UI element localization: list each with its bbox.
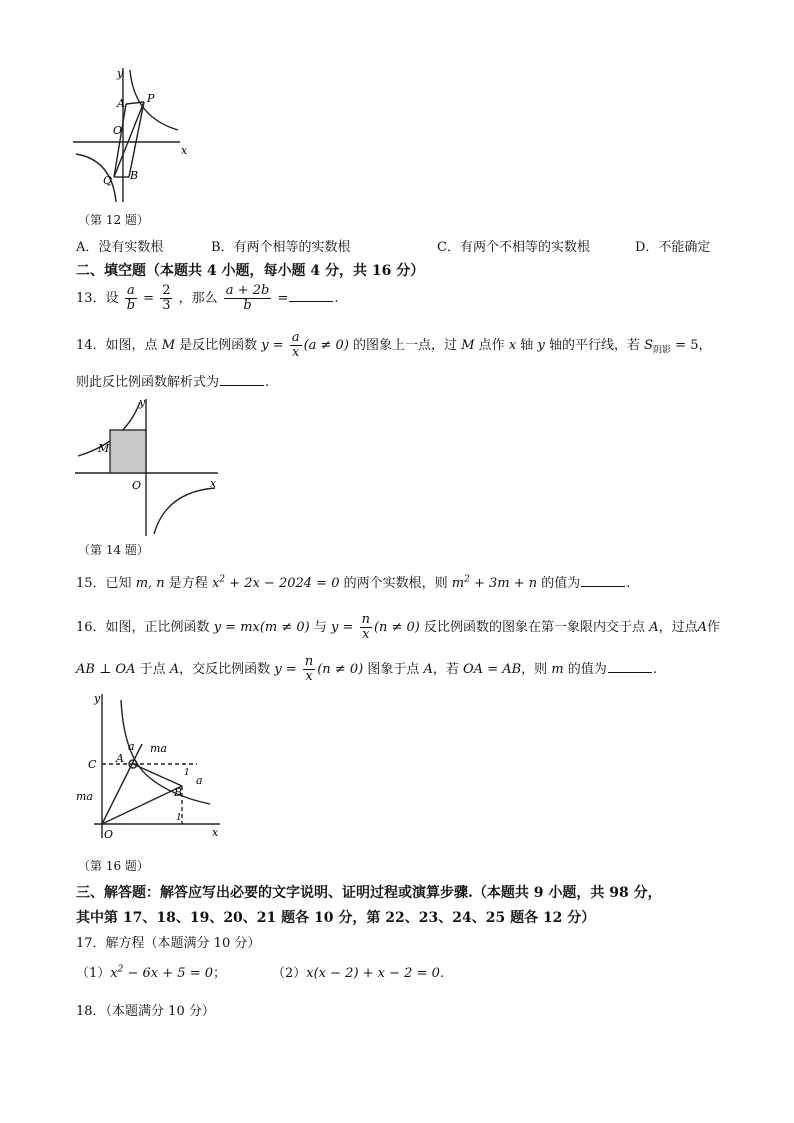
q14-fraction-a-x (290, 331, 302, 360)
caption-q14: （第 14 题） (78, 543, 149, 557)
q16-text: 与 (313, 620, 327, 635)
question-14-line-1 (76, 331, 711, 360)
q14-text: 14．如图，点 (76, 338, 158, 353)
function-mx: y = mx(m ≠ 0) (213, 620, 310, 635)
q16-fraction-n-x (303, 655, 315, 684)
question-13 (76, 284, 338, 313)
frac-num: 2 (162, 283, 171, 298)
label-O: O (104, 828, 114, 841)
semicolon: ； (212, 966, 226, 981)
condition: (a ≠ 0) (303, 338, 349, 353)
y-equals: y = (274, 662, 297, 677)
answer-blank (289, 290, 333, 302)
q17-part-2 (272, 962, 444, 981)
q16-text: 图象于点 (367, 662, 420, 677)
q14-text: 则此反比例函数解析式为 (76, 375, 220, 390)
frac-den: b (243, 298, 252, 313)
caption-q12: （第 12 题） (78, 213, 149, 227)
label-A: A (117, 97, 125, 110)
part-label: （2） (272, 966, 307, 981)
frac-num: n (304, 654, 314, 669)
q16-text: 的值为 (567, 662, 607, 677)
point-M: M (161, 338, 175, 353)
part-label: （1） (76, 966, 111, 981)
q16-text: ，过点 (658, 620, 698, 635)
point-A: A (169, 662, 180, 677)
q14-text: 轴 (520, 338, 534, 353)
condition: (n ≠ 0) (373, 620, 420, 635)
segment-PB (129, 102, 144, 177)
q16-text: 作 (706, 620, 720, 635)
label-Q: Q (103, 174, 113, 187)
equation: $x^2 + 2x - 2024 = 0$ (211, 574, 340, 591)
segment-AQ (114, 104, 126, 177)
vars-m-n: m, n (135, 576, 165, 591)
label-M: M (98, 442, 110, 455)
equation-rest: − 6x + 5 = 0 (127, 966, 213, 981)
q13-fraction-expr (224, 284, 272, 313)
answer-blank (581, 575, 625, 587)
label-y: y (139, 396, 146, 409)
label-B: B (130, 169, 139, 182)
label-P: P (147, 92, 155, 105)
label-y: y (94, 692, 101, 705)
frac-den: x (362, 627, 370, 642)
caption-q16: （第 16 题） (78, 859, 149, 873)
label-a-2: a (196, 774, 203, 787)
hyperbola-branch-right (154, 488, 215, 534)
frac-num: n (361, 612, 370, 627)
var-m: m (551, 662, 564, 677)
period: . (439, 966, 445, 981)
var-x: x (508, 338, 517, 353)
label-ma-2: ma (76, 790, 93, 803)
question-14-line-2 (76, 371, 269, 390)
section-3-title-line-2: 其中第 17、18、19、20、21 题各 10 分，第 22、23、24、25 题各 12 分） (76, 910, 596, 926)
line-OB (102, 786, 182, 824)
label-x: x (210, 477, 217, 490)
y-equals: y = (261, 338, 284, 353)
frac-num: a + 2b (225, 283, 270, 298)
point-M: M (461, 338, 475, 353)
equation-1: $x^2 - 6x + 5 = 0$ (110, 964, 213, 981)
label-O: O (113, 124, 123, 137)
q15-text: 的值为 (541, 576, 581, 591)
frac-den: x (292, 345, 300, 360)
perpendicular-expr: AB ⊥ OA (76, 662, 136, 677)
period: . (265, 375, 270, 390)
label-x: x (212, 826, 219, 839)
q13-mid-text: ，那么 (178, 291, 218, 306)
label-a: a (128, 740, 135, 753)
equation-rest: 2x − 2024 = 0 (244, 576, 340, 591)
q12-option-c: C．有两个不相等的实数根 (437, 240, 590, 255)
q16-text: ，交反比例函数 (179, 662, 271, 677)
y-equals: y = (331, 620, 354, 635)
q12-option-a: A．没有实数根 (76, 240, 164, 255)
q14-text: 轴的平行线，若 (548, 338, 640, 353)
frac-den: x (305, 669, 313, 684)
var-y: y (537, 338, 545, 353)
answer-blank (220, 374, 264, 386)
q16-text: 16．如图，正比例函数 (76, 620, 210, 635)
q15-text: 15．已知 (76, 576, 132, 591)
q13-fraction-a-b (125, 284, 137, 313)
q17-title: 17．解方程（本题满分 10 分） (76, 936, 261, 951)
question-16-line-2 (76, 655, 657, 684)
answer-blank (608, 661, 652, 673)
q16-text: ，若 (432, 662, 459, 677)
q14-text: 的图象上一点，过 (353, 338, 458, 353)
label-O: O (132, 479, 142, 492)
q14-text: = 5， (675, 338, 712, 353)
expression: $m^2 + 3m + n$ (451, 574, 538, 591)
q15-text: 是方程 (168, 576, 208, 591)
period: . (334, 291, 339, 306)
label-1-b: 1 (176, 813, 182, 823)
period: . (626, 576, 631, 591)
point-A: A (697, 620, 707, 635)
point-A: A (649, 620, 659, 635)
frac-num: a (291, 330, 300, 345)
frac-num: a (125, 284, 137, 299)
area-S: S (644, 338, 654, 353)
q16-text: 于点 (139, 662, 166, 677)
shaded-rectangle (110, 430, 146, 473)
label-B: B (174, 786, 183, 799)
label-C: C (88, 758, 97, 771)
q13-prefix: 13．设 (76, 291, 119, 306)
section-2-title: 二、填空题（本题共 4 小题，每小题 4 分，共 16 分） (76, 263, 425, 279)
q17-part-1 (76, 962, 226, 981)
segment-PQ (114, 102, 144, 177)
label-x: x (181, 144, 188, 157)
label-ma: ma (150, 742, 167, 755)
q12-option-b: B．有两个相等的实数根 (211, 240, 351, 255)
figure-q16 (72, 688, 232, 848)
expression-rest: + 3m + n (473, 576, 538, 591)
q14-text: 是反比例函数 (179, 338, 258, 353)
figure-q14 (70, 394, 230, 539)
q16-text: 反比例函数的图象在第一象限内交于点 (424, 620, 646, 635)
section-3-title-line-1: 三、解答题：解答应写出必要的文字说明、证明过程或演算步骤.（本题共 9 小题，共 98 分， (76, 885, 662, 901)
area-subscript: 阴影 (653, 345, 672, 356)
question-15 (76, 572, 630, 591)
figure-q12 (68, 62, 193, 207)
label-A: A (116, 752, 124, 765)
q16-fraction-n-x (360, 613, 372, 642)
q15-text: 的两个实数根，则 (343, 576, 448, 591)
question-16-line-1 (76, 613, 720, 642)
equals: = (277, 291, 289, 306)
label-y: y (117, 67, 124, 80)
condition: (n ≠ 0) (317, 662, 364, 677)
q14-text: 点作 (478, 338, 505, 353)
label-1: 1 (184, 768, 190, 778)
frac-den: 3 (162, 298, 171, 313)
q18-title: 18．（本题满分 10 分） (76, 1004, 215, 1019)
equality-expr: OA = AB (463, 662, 522, 677)
frac-den: b (126, 298, 136, 313)
period: . (652, 662, 657, 677)
equals: = (143, 291, 155, 306)
q16-text: ，则 (521, 662, 548, 677)
equation-2: x(x − 2) + x − 2 = 0 (306, 966, 440, 981)
q13-fraction-2-3 (160, 284, 172, 313)
point-A: A (423, 662, 433, 677)
q12-option-d: D．不能确定 (635, 240, 711, 255)
